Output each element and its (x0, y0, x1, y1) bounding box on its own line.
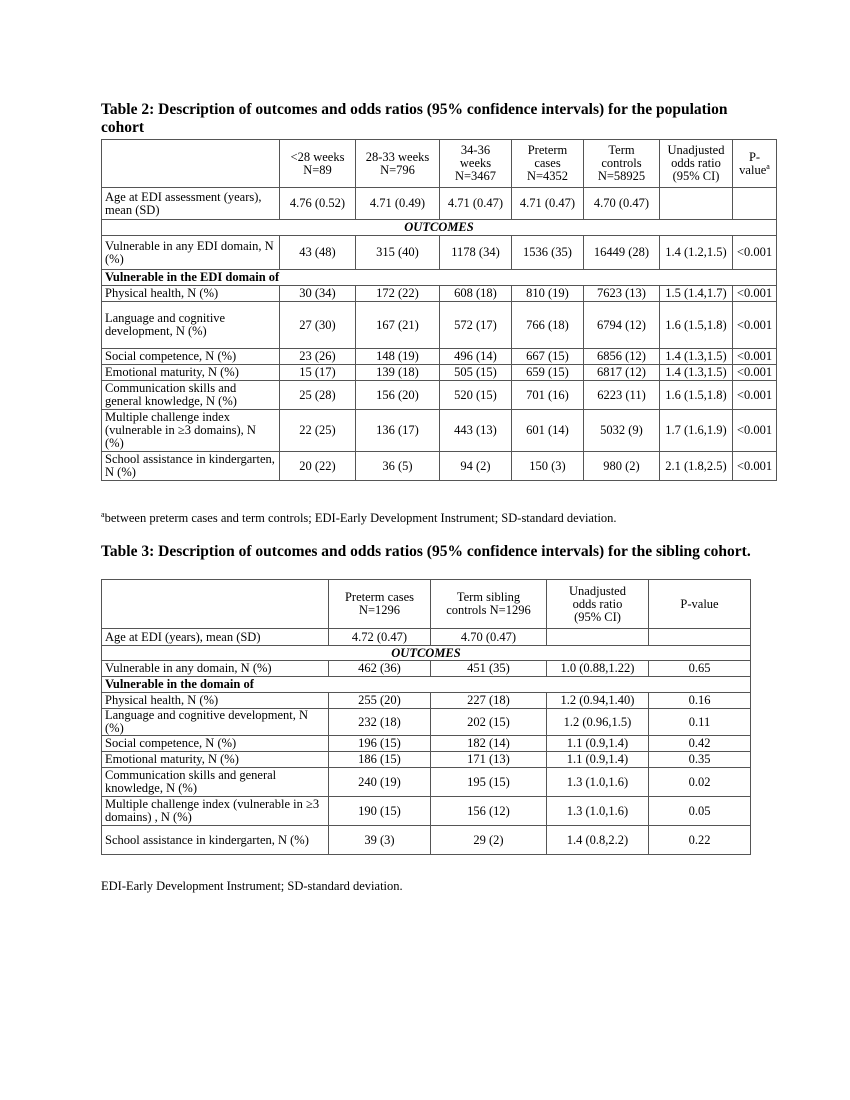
table3-row-label: Vulnerable in any domain, N (%) (102, 661, 329, 677)
table3-cell: 0.42 (649, 736, 751, 752)
table2-row-label: Age at EDI assessment (years), mean (SD) (102, 188, 280, 220)
table3-domain-header: Vulnerable in the domain of (102, 677, 751, 693)
table3-cell: 462 (36) (329, 661, 431, 677)
table3-cell: 196 (15) (329, 736, 431, 752)
table2-cell: 139 (18) (356, 365, 440, 381)
table2-cell: 496 (14) (440, 349, 512, 365)
table2-outcomes-row (102, 220, 777, 236)
table2-header-cell (280, 140, 356, 188)
table2-cell: 30 (34) (280, 286, 356, 302)
table2-domain-header-row (102, 270, 777, 286)
table3-header-line: N=1296 (358, 603, 401, 617)
table2-cell: 16449 (28) (584, 236, 660, 270)
table2-cell: 1.4 (1.3,1.5) (660, 365, 733, 381)
table2-row-label: Physical health, N (%) (102, 286, 280, 302)
table3-row-label: Multiple challenge index (vulnerable in ≥3 domains) , N (%) (102, 797, 329, 826)
table3-cell: 1.3 (1.0,1.6) (547, 797, 649, 826)
table3-cell: 202 (15) (431, 709, 547, 736)
table2-cell: 4.71 (0.47) (440, 188, 512, 220)
table2-cell: 7623 (13) (584, 286, 660, 302)
table2-row-label: School assistance in kindergarten, N (%) (102, 452, 280, 481)
table2-cell: 766 (18) (512, 302, 584, 349)
table3-cell: 171 (13) (431, 752, 547, 768)
table3-footnote: EDI-Early Development Instrument; SD-standard deviation. (101, 879, 403, 893)
table-row (102, 452, 777, 481)
table3-row-label: Language and cognitive development, N (%) (102, 709, 329, 736)
table2-cell: 1.7 (1.6,1.9) (660, 410, 733, 452)
table3-cell: 39 (3) (329, 826, 431, 855)
table3-cell: 0.35 (649, 752, 751, 768)
table3-cell (547, 629, 649, 646)
table2-cell: 2.1 (1.8,2.5) (660, 452, 733, 481)
table3-cell: 0.11 (649, 709, 751, 736)
table3-row-label: Social competence, N (%) (102, 736, 329, 752)
table2-cell: 6223 (11) (584, 381, 660, 410)
table2-cell: <0.001 (733, 452, 777, 481)
table3-outcomes-row (102, 646, 751, 661)
table2-header-line: 28-33 weeks (365, 149, 430, 164)
table3-header-cell (431, 580, 547, 629)
table-row (102, 365, 777, 381)
table2-vulnerable-any-row (102, 236, 777, 270)
table2-header-cell (356, 140, 440, 188)
table3-cell: 0.22 (649, 826, 751, 855)
table3-domain-rows (102, 693, 751, 855)
table3-domain-header-row (102, 677, 751, 693)
table3 (101, 579, 751, 855)
table2-cell: 1178 (34) (440, 236, 512, 270)
table2-cell: 6817 (12) (584, 365, 660, 381)
table2-cell: 1536 (35) (512, 236, 584, 270)
table3-cell: 0.65 (649, 661, 751, 677)
table2-row-label: Communication skills and general knowledge, N (%) (102, 381, 280, 410)
table2-header-cell (102, 140, 280, 188)
table-row (102, 410, 777, 452)
table2-cell: 27 (30) (280, 302, 356, 349)
table3-cell: 1.2 (0.96,1.5) (547, 709, 649, 736)
table2-row-label: Multiple challenge index (vulnerable in ≥3 domains), N (%) (102, 410, 280, 452)
table-row (102, 826, 751, 855)
table3-cell: 0.02 (649, 768, 751, 797)
table2-header-line: Unadjusted (667, 143, 725, 157)
table2-cell: 23 (26) (280, 349, 356, 365)
table3-header-cell (102, 580, 329, 629)
table-row (102, 797, 751, 826)
table2-cell: 94 (2) (440, 452, 512, 481)
table2-cell: 667 (15) (512, 349, 584, 365)
table2-cell: 136 (17) (356, 410, 440, 452)
table3-header-row (102, 580, 751, 629)
table3-cell: 186 (15) (329, 752, 431, 768)
table2-header-cell (512, 140, 584, 188)
table2-cell: 20 (22) (280, 452, 356, 481)
table2-header-line: 34-36 (460, 143, 491, 157)
table2-row-label: Vulnerable in any EDI domain, N (%) (102, 236, 280, 270)
table3-cell: 182 (14) (431, 736, 547, 752)
table2-header-cell (440, 140, 512, 188)
table-row (102, 768, 751, 797)
table2-cell: 4.70 (0.47) (584, 188, 660, 220)
table2-cell: <0.001 (733, 410, 777, 452)
table3-cell: 29 (2) (431, 826, 547, 855)
table2-cell: 980 (2) (584, 452, 660, 481)
table3-outcomes-label: OUTCOMES (102, 646, 751, 661)
table-row (102, 736, 751, 752)
table2-cell: 608 (18) (440, 286, 512, 302)
table3-cell: 227 (18) (431, 693, 547, 709)
table3-row-label: Physical health, N (%) (102, 693, 329, 709)
table3-cell: 190 (15) (329, 797, 431, 826)
table2-cell: 572 (17) (440, 302, 512, 349)
table2-header-line: odds ratio (671, 156, 721, 170)
table2-cell: <0.001 (733, 381, 777, 410)
table2-footnote-marker: a (101, 509, 105, 519)
table2-cell: 43 (48) (280, 236, 356, 270)
table2-cell: 315 (40) (356, 236, 440, 270)
table2-header-sup: a (766, 161, 770, 171)
table2-domain-header: Vulnerable in the EDI domain of (102, 270, 777, 286)
table2-header-cell (733, 140, 777, 188)
table2-header-text: P-value (739, 149, 767, 177)
table2-cell: <0.001 (733, 349, 777, 365)
table2-cell: 1.6 (1.5,1.8) (660, 381, 733, 410)
table2-cell: 25 (28) (280, 381, 356, 410)
table3-header-cell (649, 580, 751, 629)
table2-cell: 172 (22) (356, 286, 440, 302)
table2-header-line: N=3467 (454, 169, 497, 183)
table2-cell: 601 (14) (512, 410, 584, 452)
table3-row-label: Emotional maturity, N (%) (102, 752, 329, 768)
table2-cell: 1.4 (1.3,1.5) (660, 349, 733, 365)
table2-header-cell (660, 140, 733, 188)
table2-cell: 1.6 (1.5,1.8) (660, 302, 733, 349)
table2-cell: 505 (15) (440, 365, 512, 381)
table3-cell: 4.72 (0.47) (329, 629, 431, 646)
table2-header-line (736, 151, 773, 177)
table2-domain-rows (102, 286, 777, 481)
table3-cell: 4.70 (0.47) (431, 629, 547, 646)
table3-row-label: Communication skills and general knowledge, N (%) (102, 768, 329, 797)
table2-cell: 4.76 (0.52) (280, 188, 356, 220)
table2-row-label: Emotional maturity, N (%) (102, 365, 280, 381)
table-row (102, 302, 777, 349)
table2-cell: 150 (3) (512, 452, 584, 481)
table2-cell (733, 188, 777, 220)
table3-cell: 195 (15) (431, 768, 547, 797)
table3-header-line: P-value (680, 596, 719, 611)
table3-title: Table 3: Description of outcomes and odds ratios (95% confidence intervals) for the sibling cohort. (101, 543, 751, 560)
table2-header-line: N=4352 (526, 169, 569, 183)
table3-vulnerable-any-row (102, 661, 751, 677)
table2-age-row (102, 188, 777, 220)
table2-cell: 520 (15) (440, 381, 512, 410)
table2-cell: 6794 (12) (584, 302, 660, 349)
table3-header-cell (329, 580, 431, 629)
table-row (102, 381, 777, 410)
table2-header-line: <28 weeks (290, 149, 345, 164)
table-row (102, 286, 777, 302)
table2-cell: <0.001 (733, 286, 777, 302)
table3-row-label: Age at EDI (years), mean (SD) (102, 629, 329, 646)
table3-age-row (102, 629, 751, 646)
table2-header-line: N=796 (380, 162, 415, 177)
table2-cell: 4.71 (0.47) (512, 188, 584, 220)
table2-cell: <0.001 (733, 365, 777, 381)
table3-cell: 156 (12) (431, 797, 547, 826)
table2-header-row (102, 140, 777, 188)
table3-cell: 1.2 (0.94,1.40) (547, 693, 649, 709)
table3-row-label: School assistance in kindergarten, N (%) (102, 826, 329, 855)
table2-header-cell (584, 140, 660, 188)
table2-outcomes-label: OUTCOMES (102, 220, 777, 236)
table2-footnote (101, 511, 801, 525)
table3-cell: 255 (20) (329, 693, 431, 709)
table2-cell: 1.4 (1.2,1.5) (660, 236, 733, 270)
table2-cell: 5032 (9) (584, 410, 660, 452)
table2 (101, 139, 777, 481)
table2-header-line: controls (601, 156, 642, 170)
table2-cell: 4.71 (0.49) (356, 188, 440, 220)
table2-cell: 22 (25) (280, 410, 356, 452)
table3-header-line: odds ratio (572, 596, 623, 611)
table2-cell: 156 (20) (356, 381, 440, 410)
table3-cell: 1.1 (0.9,1.4) (547, 736, 649, 752)
table3-header-line: controls N=1296 (446, 603, 531, 617)
table2-cell: 659 (15) (512, 365, 584, 381)
table2-row-label: Social competence, N (%) (102, 349, 280, 365)
table2-header-line: N=89 (303, 162, 332, 177)
table2-cell: 443 (13) (440, 410, 512, 452)
table2-cell: <0.001 (733, 302, 777, 349)
table2-cell (660, 188, 733, 220)
table3-cell: 1.0 (0.88,1.22) (547, 661, 649, 677)
table3-cell: 1.3 (1.0,1.6) (547, 768, 649, 797)
table2-cell: 15 (17) (280, 365, 356, 381)
table3-cell: 240 (19) (329, 768, 431, 797)
table3-header-line: Term sibling (456, 590, 521, 604)
table3-cell: 451 (35) (431, 661, 547, 677)
table2-footnote-text: between preterm cases and term controls; EDI-Early Development Instrument; SD-standard deviation. (104, 511, 617, 525)
table2-cell: <0.001 (733, 236, 777, 270)
table2-header-line: N=58925 (597, 169, 646, 183)
table2-header-line: Preterm (527, 143, 568, 157)
table2-header-line: (95% CI) (672, 169, 720, 183)
table2-header-line: cases (534, 156, 561, 170)
table3-header-line: Unadjusted (569, 583, 626, 598)
table3-cell: 1.1 (0.9,1.4) (547, 752, 649, 768)
table3-cell (649, 629, 751, 646)
table3-header-cell (547, 580, 649, 629)
table3-cell: 232 (18) (329, 709, 431, 736)
table2-header-line: weeks (459, 156, 492, 170)
table2-cell: 36 (5) (356, 452, 440, 481)
table3-cell: 0.16 (649, 693, 751, 709)
table3-header-line: Preterm cases (344, 590, 415, 604)
table2-cell: 810 (19) (512, 286, 584, 302)
table2-cell: 167 (21) (356, 302, 440, 349)
table-row (102, 752, 751, 768)
table2-title: Table 2: Description of outcomes and odds ratios (95% confidence intervals) for the population cohort (101, 101, 728, 136)
table2-header-line: Term (608, 143, 635, 157)
table3-cell: 1.4 (0.8,2.2) (547, 826, 649, 855)
table-row (102, 693, 751, 709)
table2-cell: 6856 (12) (584, 349, 660, 365)
table2-row-label: Language and cognitive development, N (%) (102, 302, 280, 349)
table3-cell: 0.05 (649, 797, 751, 826)
table3-header-line: (95% CI) (574, 609, 621, 624)
table2-cell: 701 (16) (512, 381, 584, 410)
table-row (102, 709, 751, 736)
table2-cell: 1.5 (1.4,1.7) (660, 286, 733, 302)
table2-cell: 148 (19) (356, 349, 440, 365)
table-row (102, 349, 777, 365)
